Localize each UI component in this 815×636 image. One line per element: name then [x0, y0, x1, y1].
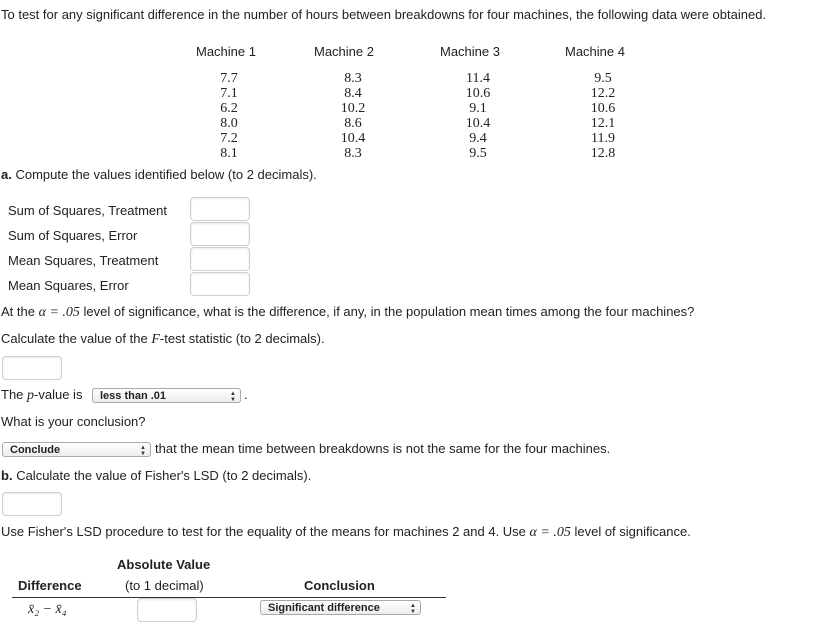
data-value: 8.4	[344, 86, 362, 101]
data-value: 10.4	[465, 116, 491, 131]
alpha-post: level of significance, what is the difference, if any, in the population mean times among the four machines?	[83, 304, 695, 319]
machine-4-values	[573, 71, 633, 161]
pvalue-symbol: p	[27, 388, 35, 403]
select-arrows-icon: ▲ ▼	[230, 391, 236, 403]
pvalue-post: -value is	[34, 387, 83, 402]
part-b-prompt	[1, 468, 311, 483]
select-arrows-icon: ▲ ▼	[140, 445, 146, 457]
pvalue-period: .	[244, 387, 248, 402]
table-header-absolute-value: Absolute Value	[117, 557, 211, 572]
intro-text: To test for any significant difference in the number of hours between breakdowns for four machines, the following data were obtained.	[1, 7, 767, 22]
lsd-instruction	[1, 524, 691, 541]
lsd-conclusion-select[interactable]	[260, 600, 421, 615]
data-value: 12.1	[590, 116, 616, 131]
machine-1-header: Machine 1	[196, 44, 256, 59]
machine-1-values	[199, 71, 259, 161]
lsd-pre: Use Fisher's LSD procedure to test for the equality of the means for machines 2 and 4. Use	[1, 524, 526, 539]
data-value: 8.1	[220, 146, 238, 161]
data-value: 7.1	[220, 86, 238, 101]
machine-2-header: Machine 2	[314, 44, 374, 59]
absolute-value-input[interactable]	[137, 598, 197, 622]
ss-treatment-input[interactable]	[190, 197, 250, 221]
machine-3-values	[448, 71, 508, 161]
data-value: 9.4	[469, 131, 487, 146]
part-b-text: Calculate the value of Fisher's LSD (to 2 decimals).	[16, 468, 312, 483]
f-statistic-input[interactable]	[2, 356, 62, 380]
data-value: 9.5	[469, 146, 487, 161]
conclusion-question: What is your conclusion?	[1, 414, 146, 429]
data-value: 10.4	[340, 131, 366, 146]
machine-3-header: Machine 3	[440, 44, 500, 59]
data-value: 11.9	[591, 131, 615, 146]
field-label-ss-treatment: Sum of Squares, Treatment	[8, 203, 167, 218]
pvalue-pre: The	[1, 387, 24, 402]
part-a-text: Compute the values identified below (to 2 decimals).	[15, 167, 317, 182]
pvalue-select-value: less than .01	[100, 390, 167, 402]
data-value: 8.3	[344, 71, 362, 86]
data-value: 9.1	[469, 101, 487, 116]
part-a-prompt	[1, 167, 317, 182]
field-label-ms-error: Mean Squares, Error	[8, 278, 129, 293]
difference-row-label: x̄₂ − x̄₄	[28, 602, 67, 617]
part-b-label: b.	[1, 468, 13, 483]
data-value: 8.6	[344, 116, 362, 131]
table-header-difference: Difference	[18, 578, 82, 593]
lsd-conclusion-value: Significant difference	[268, 602, 380, 614]
conclude-select[interactable]	[2, 442, 151, 457]
ms-treatment-input[interactable]	[190, 247, 250, 271]
select-arrows-icon: ▲ ▼	[410, 603, 416, 615]
data-value: 8.3	[344, 146, 362, 161]
data-value: 12.2	[590, 86, 616, 101]
table-divider	[12, 597, 446, 598]
machine-4-header: Machine 4	[565, 44, 625, 59]
ftest-pre: Calculate the value of the	[1, 331, 148, 346]
data-value: 6.2	[220, 101, 238, 116]
pvalue-line	[1, 387, 82, 404]
pvalue-select[interactable]	[92, 388, 241, 403]
data-value: 10.6	[465, 86, 491, 101]
lsd-alpha-symbol: α = .05	[529, 525, 571, 540]
table-header-decimal: (to 1 decimal)	[125, 578, 204, 593]
data-value: 11.4	[466, 71, 490, 86]
part-a-label: a.	[1, 167, 12, 182]
data-value: 7.2	[220, 131, 238, 146]
table-header-conclusion: Conclusion	[304, 578, 375, 593]
data-value: 10.2	[340, 101, 366, 116]
alpha-question	[1, 304, 694, 321]
data-value: 7.7	[220, 71, 238, 86]
data-value: 9.5	[594, 71, 612, 86]
ftest-symbol: F	[151, 332, 160, 347]
data-value: 8.0	[220, 116, 238, 131]
alpha-symbol: α = .05	[38, 305, 80, 320]
ms-error-input[interactable]	[190, 272, 250, 296]
data-value: 10.6	[590, 101, 616, 116]
ss-error-input[interactable]	[190, 222, 250, 246]
ftest-post: -test statistic (to 2 decimals).	[159, 331, 325, 346]
data-value: 12.8	[590, 146, 616, 161]
machine-2-values	[323, 71, 383, 161]
conclude-select-value: Conclude	[10, 444, 61, 456]
field-label-ss-error: Sum of Squares, Error	[8, 228, 138, 243]
conclude-text: that the mean time between breakdowns is not the same for the four machines.	[155, 441, 611, 456]
lsd-input[interactable]	[2, 492, 62, 516]
ftest-question	[1, 331, 325, 348]
lsd-post: level of significance.	[574, 524, 691, 539]
field-label-ms-treatment: Mean Squares, Treatment	[8, 253, 159, 268]
alpha-pre: At the	[1, 304, 35, 319]
